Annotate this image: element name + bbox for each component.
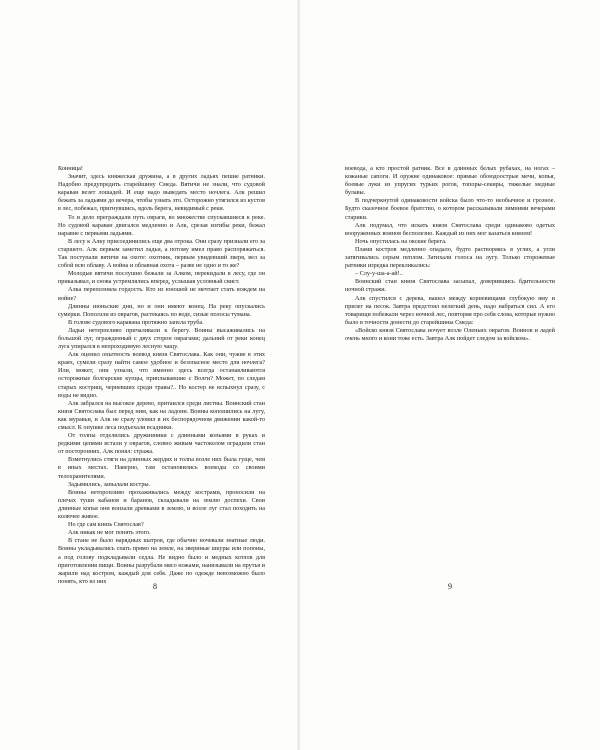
paragraph: Алк подумал, что искать князя Святослава среди одинаково одетых вооруженных воинов бесполезно. Каждый из них мог казаться князем! (345, 221, 555, 237)
right-page-number: 9 (448, 582, 452, 591)
paragraph: воевода, а кто простой ратник. Все в длинных белых рубахах, на ногах – кожаные сапоги. И оружие одинаковое: прямые обоюдоострые мечи, копья, боевые луки из упругих турьих рогов, топоры-секиры, тяжелые медные булавы. (345, 165, 555, 197)
paragraph: Алк никак не мог понять этого. (68, 529, 151, 537)
paragraph: Но где сам князь Святослав? (68, 521, 144, 529)
paragraph: Ладьи нетерпеливо причаливали к берегу. Воины высаживались на большой луг, огражденный с двух сторон оврагами; дальний от реки конец луга упирался в непроходимую лесную чащу. (58, 326, 265, 351)
paragraph: Ночь опустилась на окские берега. (355, 237, 447, 245)
paragraph: Значит, здесь княжеская дружина, а в других ладьях пешие ратники. Надобно предупредить старейшину Смеда. Вятичи не знали, что судовой караван везет лошадей. И еще надо выведать место ночлега. Алк решил бежать за ладьями до вечера, чтобы узнать это. Осторожно утягился из кустов в лес, побежал, пригнувшись, вдоль берега, невидимый с реки. (58, 173, 265, 213)
paragraph: Алка переполняла гордость. Кто из юношей не мечтает стать вождем на войне? (58, 286, 265, 302)
paragraph: Воинский стан князя Святослава засыпал, доверившись бдительности ночной стражи. (345, 278, 555, 294)
paragraph: – Слу-у-ша-а-ай!.. (355, 270, 403, 278)
paragraph: Алк спустился с дерева, нашел между корневищами глубокую яму и прилег на песок. Завтра предстоял нелегкий день, надо набраться сил. А его товарищи побежали через ночной лес, повторяя про себя слова, которые нужно было в точности донести до старейшины Смеда: (345, 294, 555, 326)
paragraph: Воины неторопливо прохаживались между кострами, проносили на плечах туши кабанов и баранов, складывали на землю доспехи. Свои длинные копья они вонзали древками в землю, и возле луг стал походить на колючее живое. (58, 488, 265, 521)
paragraph: Длинны июньские дни, но и они имеют конец. На реку опускались сумерки. Поползли из оврагов, растекаясь по воде, сизые полосы тумана. (58, 302, 265, 318)
left-page-text (58, 165, 265, 586)
paragraph: Молодые вятичи послушно бежали за Алком, перекидали в лесу, где он приказывал, и снова устремлялись вперед, услышав условный свист. (58, 270, 265, 286)
paragraph: «Войско князя Святослава ночует возле Оленьих оврагов. Воинов и ладей очень много и кони тоже есть. Завтра Алк пойдет следом за войском». (345, 326, 555, 342)
paragraph: От толпы отделились дружинники с длинными копьями в руках и редкими цепями встали у оврагов, словно живым частоколом оградили стан от посторонних. Алк понял: стража. (58, 432, 265, 456)
paragraph: В голове судового каравана протяжно запела труба. (68, 318, 204, 326)
paragraph: Алк забрался на высокое дерево, притаился среди листвы. Воинский стан князя Святослава был перед ним, как на ладони. Воины копошились на лугу, как муравьи, и Алк не сразу уловил в их беспорядочном движении какой-то смысл. К опушке леса подъехали всадники. (58, 399, 265, 431)
paragraph: В подчеркнутой одинаковости войска было что-то необычное и грозное. Будто сказочное боевое братство, о котором рассказывали зимними вечерами старики. (345, 197, 555, 221)
paragraph: То и дело преграждали путь овраги, во множестве спускавшиеся к реке. Но судовой караван двигался медленно и Алк, срезая изгибы реки, бежал наравне с первыми ладьями. (58, 213, 265, 237)
paragraph: Пламя костров медленно опадало, будто растворяясь в углях, а угли затягивались серым пеплом. Затихали голоса на лугу. Только сторожевые ратники изредка перекликались: (345, 245, 555, 270)
paragraph: Задымились, запылали костры. (68, 480, 151, 488)
paragraph: Конница! (58, 165, 83, 172)
paragraph: Алк оценил опытность воевод князя Святослава. Как они, чужие в этих краях, сумели сразу найти самое удобное и безопасное место для ночлега? Или, может, они узнали, что именно здесь всегда останавливаются осторожные болгарские купцы, приплывавшие с Волги? Может, по следам старых кострищ, черневших среди травы?.. Но костер не вспыхнул сразу, с воды не видно. (58, 351, 265, 399)
right-page-text (345, 165, 555, 343)
paragraph: В лесу к Алку присоединились еще два отрока. Они сразу признали его за старшего. Алк первым заметил ладьи, а потому имел право распоряжаться. Так поступали вятичи на охоте: охотник, первым увидевший зверя, вел за собой всю облаву. А война и облавная охота – разве не одно и то же? (58, 237, 265, 270)
left-page-number: 8 (153, 582, 157, 591)
paragraph: Взметнулись стяги на длинных жердях и толпа возле них была гуще, чем в иных местах. Наверно, там остановились воеводы со своими телохранителями. (58, 456, 265, 480)
right-page (300, 0, 600, 750)
paragraph: В стане не было нарядных шатров, где обычно ночевали знатные люди. Воины укладывались спать прямо на земле, на звериные шкуры или попоны, а под голову подкладывали седла. Не видно было и медных котлов для приготовления пищи. Воины разрубали мясо ножами, нанизывали на прутья и жарили над костром, каждый для себя. Даже по одежде невозможно было понять, кто из них (58, 537, 265, 585)
